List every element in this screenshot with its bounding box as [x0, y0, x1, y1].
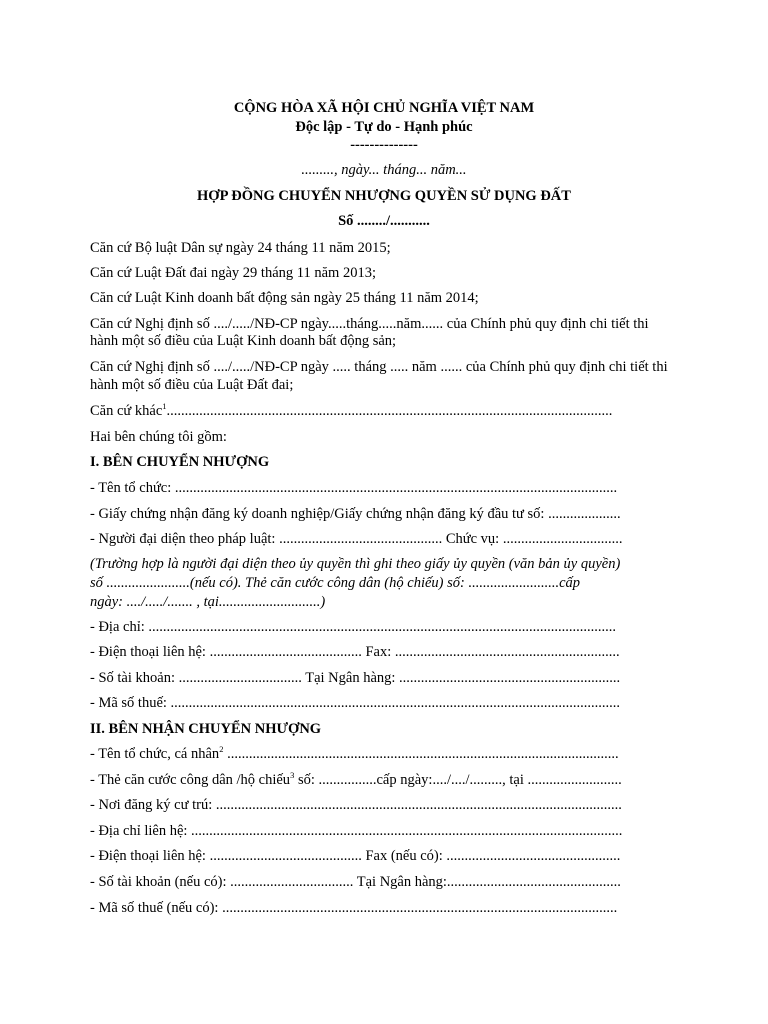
contract-number: Số ......../...........: [338, 213, 430, 229]
legal-basis-decree-1-line-1: Căn cứ Nghị định số ..../...../NĐ-CP ngày.....tháng.....năm...... của Chính phủ quy định chi tiết thi: [90, 316, 649, 332]
transferee-id-label: - Thẻ căn cước công dân /hộ chiếu: [90, 772, 291, 788]
transferor-business-cert-field: - Giấy chứng nhận đăng ký doanh nghiệp/Giấy chứng nhận đăng ký đầu tư số: ....................: [90, 506, 621, 522]
transferee-name-field: [90, 746, 619, 763]
transferor-account-bank-field: - Số tài khoản: .................................. Tại Ngân hàng: .............................................................: [90, 670, 621, 686]
legal-basis-other: [90, 403, 612, 420]
transferor-tax-code-field: - Mã số thuế: ............................................................................................................................: [90, 695, 621, 711]
authorization-note-line-2: số .......................(nếu có). Thẻ căn cước công dân (hộ chiếu) số: .........................cấp: [90, 575, 581, 591]
document-title: HỢP ĐỒNG CHUYỂN NHƯỢNG QUYỀN SỬ DỤNG ĐẤT: [197, 188, 571, 204]
legal-basis-civil-code: Căn cứ Bộ luật Dân sự ngày 24 tháng 11 năm 2015;: [90, 240, 391, 256]
transferee-tax-code-field: - Mã số thuế (nếu có): .............................................................................................................: [90, 900, 618, 916]
legal-basis-decree-1-line-2: hành một số điều của Luật Kinh doanh bất động sản;: [90, 333, 397, 349]
legal-basis-land-law: Căn cứ Luật Đất đai ngày 29 tháng 11 năm 2013;: [90, 265, 376, 281]
other-basis-label: Căn cứ khác: [90, 403, 163, 419]
nation-title: CỘNG HÒA XÃ HỘI CHỦ NGHĨA VIỆT NAM: [233, 100, 535, 116]
date-line: ........., ngày... tháng... năm...: [301, 162, 467, 178]
footnote-marker: 2: [219, 744, 224, 755]
footnote-marker: 3: [290, 770, 295, 781]
header-divider: --------------: [350, 137, 418, 153]
transferee-id-rest: số: ................cấp ngày:..../..../........., tại ..........................: [294, 772, 622, 788]
transferee-phone-fax-field: - Điện thoại liên hệ: .......................................... Fax (nếu có): ................................................: [90, 848, 621, 864]
authorization-note-line-1: (Trường hợp là người đại diện theo ủy quyền thì ghi theo giấy ủy quyền (văn bản ủy quyền): [90, 556, 621, 572]
transferor-address-field: - Địa chỉ: .................................................................................................................................: [90, 619, 617, 635]
transferee-name-blank: ............................................................................................................: [223, 746, 619, 762]
legal-basis-real-estate-law: Căn cứ Luật Kinh doanh bất động sản ngày 25 tháng 11 năm 2014;: [90, 290, 479, 306]
legal-basis-decree-2-line-2: hành một số điều của Luật Đất đai;: [90, 377, 294, 393]
transferee-account-bank-field: - Số tài khoản (nếu có): .................................. Tại Ngân hàng:................................................: [90, 874, 621, 890]
transferee-residence-field: - Nơi đăng ký cư trú: ................................................................................................................: [90, 797, 622, 813]
authorization-note-line-3: ngày: ..../...../....... , tại............................): [90, 594, 326, 610]
section-heading-transferor: I. BÊN CHUYỂN NHƯỢNG: [90, 454, 270, 470]
transferee-name-label: - Tên tổ chức, cá nhân: [90, 746, 220, 762]
section-heading-transferee: II. BÊN NHẬN CHUYỂN NHƯỢNG: [90, 721, 322, 737]
footnote-marker: 1: [162, 401, 167, 412]
national-motto: Độc lập - Tự do - Hạnh phúc: [295, 119, 473, 135]
other-basis-blank: ...........................................................................................................................: [166, 403, 613, 419]
legal-basis-decree-2-line-1: Căn cứ Nghị định số ..../...../NĐ-CP ngày ..... tháng ..... năm ...... của Chính phủ quy định chi tiết thi: [90, 359, 668, 375]
transferor-legal-rep-field: - Người đại diện theo pháp luật: ............................................. Chức vụ: .................................: [90, 531, 623, 547]
transferor-phone-fax-field: - Điện thoại liên hệ: .......................................... Fax: ..............................................................: [90, 644, 620, 660]
transferee-contact-address-field: - Địa chỉ liên hệ: .......................................................................................................................: [90, 823, 623, 839]
transferee-id-field: [90, 772, 622, 789]
parties-intro: Hai bên chúng tôi gồm:: [90, 429, 227, 445]
transferor-org-name-field: - Tên tổ chức: ..........................................................................................................................: [90, 480, 618, 496]
